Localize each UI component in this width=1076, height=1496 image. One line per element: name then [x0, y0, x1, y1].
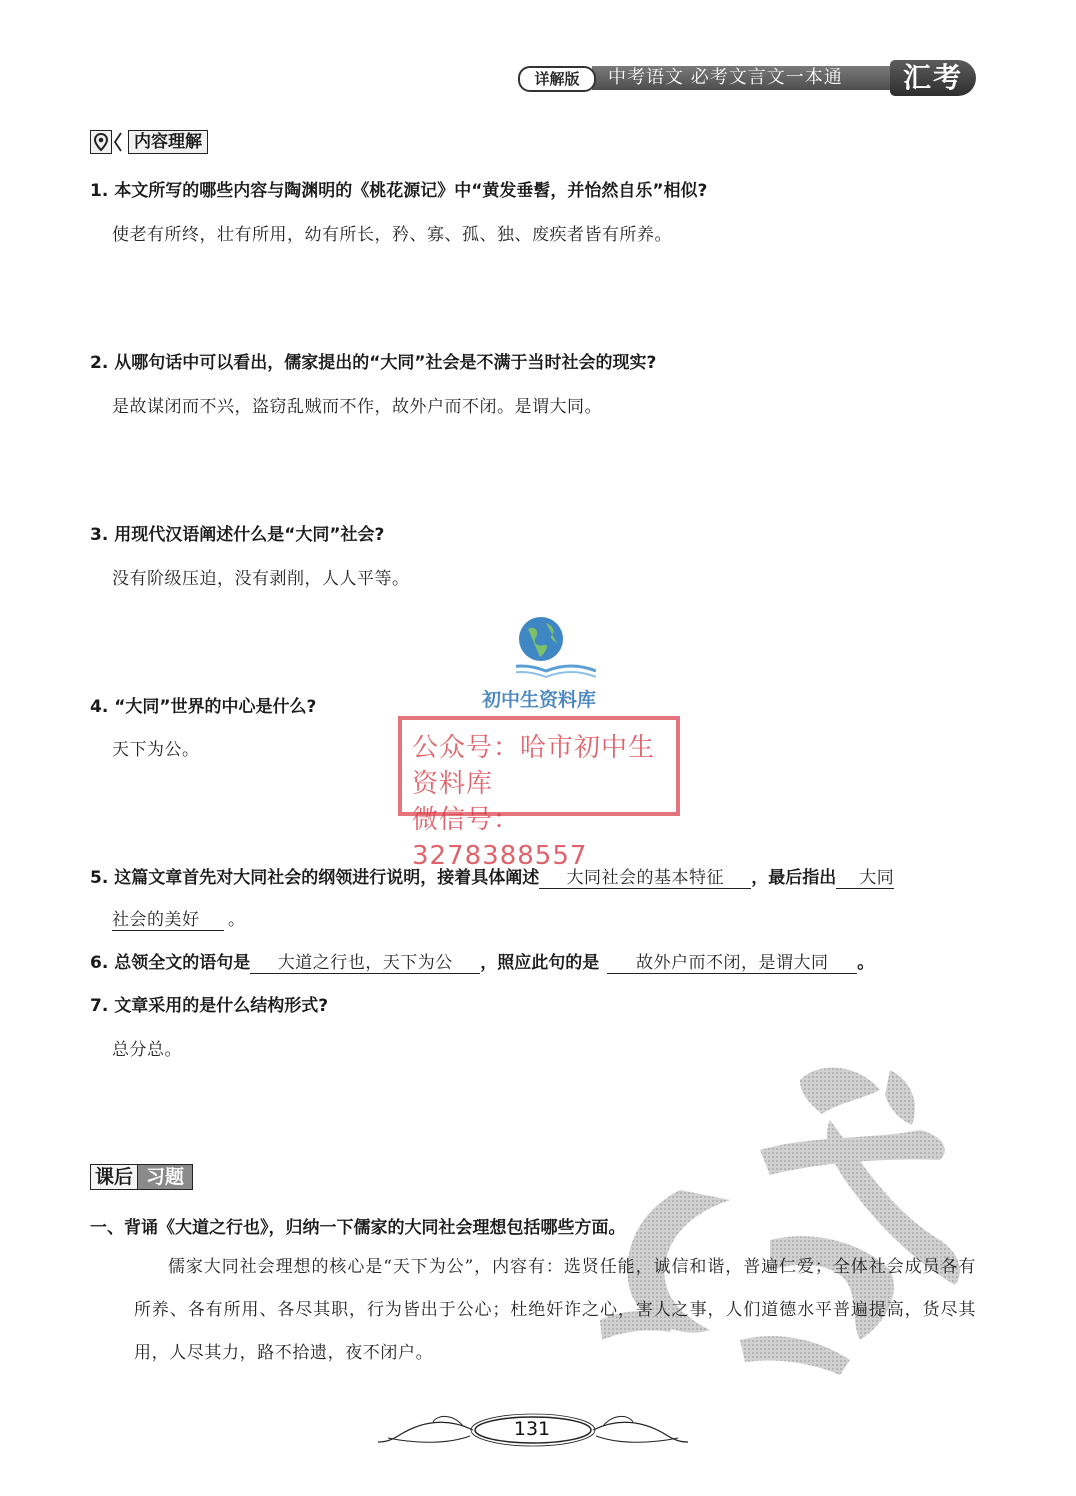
question-5-blank-2a: 大同 [836, 863, 894, 889]
question-1: 1. 本文所写的哪些内容与陶渊明的《桃花源记》中“黄发垂髫，并怡然自乐”相似? [90, 181, 708, 201]
chevron-left-icon [114, 130, 122, 154]
watermark-site-name: 初中生资料库 [482, 689, 597, 711]
section-tag [90, 130, 208, 154]
homework-tag-part-1: 课后 [90, 1164, 138, 1190]
homework-tag-part-2: 习题 [138, 1164, 193, 1190]
header-badge: 详解版 [518, 66, 596, 92]
globe-book-icon [516, 615, 596, 685]
question-5-line-2 [112, 905, 245, 931]
question-6-blank-2: 故外户而不闭，是谓大同 [607, 948, 857, 974]
question-6-mid: ，照应此句的是 [480, 953, 600, 973]
brand-logo: 汇考 [890, 60, 976, 96]
question-5-text: 5. 这篇文章首先对大同社会的纲领进行说明，接着具体阐述 [90, 868, 540, 888]
question-4: 4. “大同”世界的中心是什么? [90, 697, 317, 717]
question-7: 7. 文章采用的是什么结构形式? [90, 996, 329, 1016]
page-number: 131 [513, 1418, 551, 1440]
question-2: 2. 从哪句话中可以看出，儒家提出的“大同”社会是不满于当时社会的现实? [90, 353, 657, 373]
homework-question: 一、背诵《大道之行也》，归纳一下儒家的大同社会理想包括哪些方面。 [90, 1218, 626, 1238]
section-title: 内容理解 [128, 130, 208, 154]
question-5-end: 。 [228, 910, 245, 930]
question-6-end: 。 [857, 953, 875, 973]
question-5-line-1 [90, 863, 894, 889]
header-title: 中考语文 必考文言文一本通 [592, 66, 892, 90]
homework-tag [90, 1164, 193, 1190]
answer-1: 使老有所终，壮有所用，幼有所长，矜、寡、孤、独、废疾者皆有所养。 [112, 225, 672, 245]
answer-2: 是故谋闭而不兴，盗窃乱贼而不作，故外户而不闭。是谓大同。 [112, 397, 602, 417]
question-6-text: 6. 总领全文的语句是 [90, 953, 251, 973]
answer-3: 没有阶级压迫，没有剥削，人人平等。 [112, 569, 410, 589]
watermark-line-1: 公众号：哈市初中生资料库 [412, 733, 656, 799]
homework-answer: 儒家大同社会理想的核心是“天下为公”，内容有：选贤任能，诚信和谐，普遍仁爱；全体社会成员各有所养、各有所用、各尽其职，行为皆出于公心；杜绝奸诈之心，害人之事，人们道德水平普遍提高，货尽其用，人尽其力，路不拾遗，夜不闭户。 [134, 1257, 976, 1363]
watermark-stamp [398, 716, 680, 871]
question-6-blank-1: 大道之行也，天下为公 [250, 948, 480, 974]
question-6 [90, 948, 874, 974]
question-5-blank-2b: 社会的美好 [112, 905, 224, 931]
question-5-blank-1: 大同社会的基本特征 [539, 863, 751, 889]
question-5-mid: ，最后指出 [751, 868, 837, 888]
location-pin-icon [90, 130, 112, 154]
question-3: 3. 用现代汉语阐述什么是“大同”社会? [90, 525, 385, 545]
answer-7: 总分总。 [112, 1040, 182, 1060]
answer-4: 天下为公。 [112, 740, 200, 760]
watermark-line-2: 微信号：3278388557 [412, 805, 588, 871]
